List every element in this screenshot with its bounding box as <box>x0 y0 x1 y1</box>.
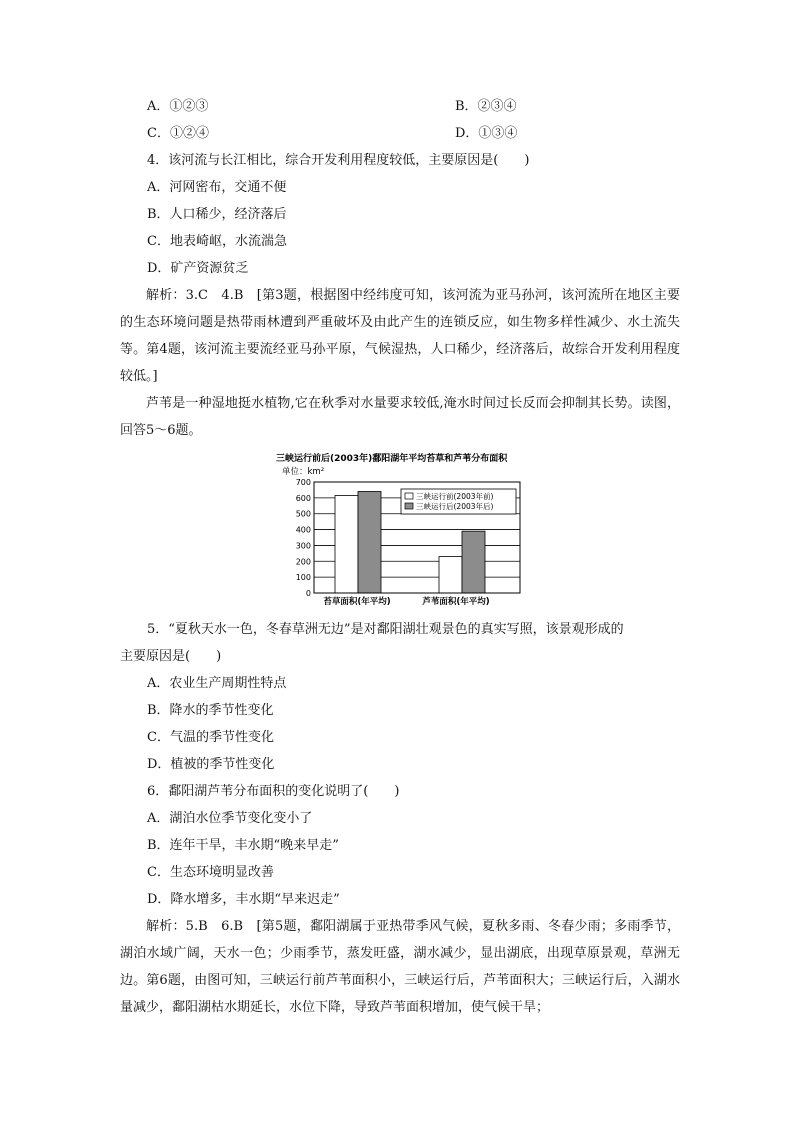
q5-stem-line2: 主要原因是( ) <box>120 649 222 664</box>
q5-option-a: A．农业生产周期性特点 <box>147 676 287 691</box>
bar <box>439 557 462 593</box>
q5-option-d: D．植被的季节性变化 <box>147 757 275 772</box>
y-tick-label: 700 <box>295 478 311 487</box>
q3-option-c: C．①②④ <box>147 126 209 141</box>
chart-title: 三峡运行前后(2003年)鄱阳湖年平均苔草和芦苇分布面积 <box>276 454 508 464</box>
y-tick-label: 600 <box>295 493 311 503</box>
analysis-3-4: 解析：3.C 4.B [第3题，根据图中经纬度可知，该河流为亚马孙河，该河流所在地区主要的生态环境问题是热带雨林遭到严重破坏及由此产生的连锁反应，如生物多样性减少、水土流失等。第4题，该河流主要流经亚马孙平原，气候湿热，人口稀少，经济落后，故综合开发利用程度较低。] <box>120 288 680 384</box>
q5-option-b: B．降水的季节性变化 <box>147 703 274 718</box>
q3-option-b: B．②③④ <box>455 99 517 114</box>
y-tick-label: 0 <box>305 589 311 598</box>
y-tick-label: 300 <box>295 541 311 551</box>
bar <box>462 531 485 593</box>
bar <box>335 495 358 593</box>
q6-option-c: C．生态环境明显改善 <box>147 865 274 880</box>
q6-option-a: A．湖泊水位季节变化变小了 <box>147 811 313 826</box>
legend-label: 三峡运行前(2003年前) <box>416 492 494 501</box>
x-category-label: 芦苇面积(年平均) <box>422 597 490 607</box>
y-tick-label: 100 <box>295 573 311 583</box>
q4-option-d: D．矿产资源贫乏 <box>147 261 249 276</box>
q6-stem: 6．鄱阳湖芦苇分布面积的变化说明了( ) <box>147 784 400 799</box>
legend-swatch <box>405 493 413 499</box>
chart-svg <box>274 449 564 611</box>
legend-swatch <box>405 503 413 509</box>
legend-label: 三峡运行后(2003年后) <box>416 502 494 511</box>
q5-option-c: C．气温的季节性变化 <box>147 730 274 745</box>
q3-option-a: A．①②③ <box>147 99 209 114</box>
q4-stem: 4．该河流与长江相比，综合开发利用程度较低，主要原因是( ) <box>147 153 530 168</box>
q4-option-c: C．地表崎岖，水流湍急 <box>147 234 287 249</box>
chart-unit: 单位：km² <box>282 467 325 477</box>
q4-option-b: B．人口稀少，经济落后 <box>147 207 287 222</box>
q6-option-b: B．连年干旱，丰水期“晚来早走” <box>147 838 339 853</box>
q3-option-d: D．①③④ <box>455 126 518 141</box>
q5-stem-line1: 5．“夏秋天水一色，冬春草洲无边”是对鄱阳湖壮观景色的真实写照，该景观形成的 <box>147 622 624 637</box>
bar <box>358 492 381 593</box>
y-tick-label: 200 <box>295 557 311 567</box>
bar-chart <box>274 449 564 611</box>
y-tick-label: 500 <box>295 509 311 519</box>
y-tick-label: 400 <box>295 525 311 535</box>
intro-text: 芦苇是一种湿地挺水植物,它在秋季对水量要求较低,淹水时间过长反而会抑制其长势。读图，回答5～6题。 <box>120 396 680 438</box>
q4-option-a: A．河网密布，交通不便 <box>147 180 287 195</box>
q6-option-d: D．降水增多，丰水期“早来迟走” <box>147 892 340 907</box>
x-category-label: 苔草面积(年平均) <box>323 597 391 607</box>
analysis-5-6: 解析：5.B 6.B [第5题，鄱阳湖属于亚热带季风气候，夏秋多雨、冬春少雨；多雨季节，湖泊水域广阔，天水一色；少雨季节，蒸发旺盛，湖水减少，显出湖底，出现草原景观，草洲无边。第6题，由图可知，三峡运行前芦苇面积小，三峡运行后，芦苇面积大；三峡运行后，入湖水量减少，鄱阳湖枯水期延长，水位下降，导致芦苇面积增加，使气候干旱； <box>120 919 680 1015</box>
